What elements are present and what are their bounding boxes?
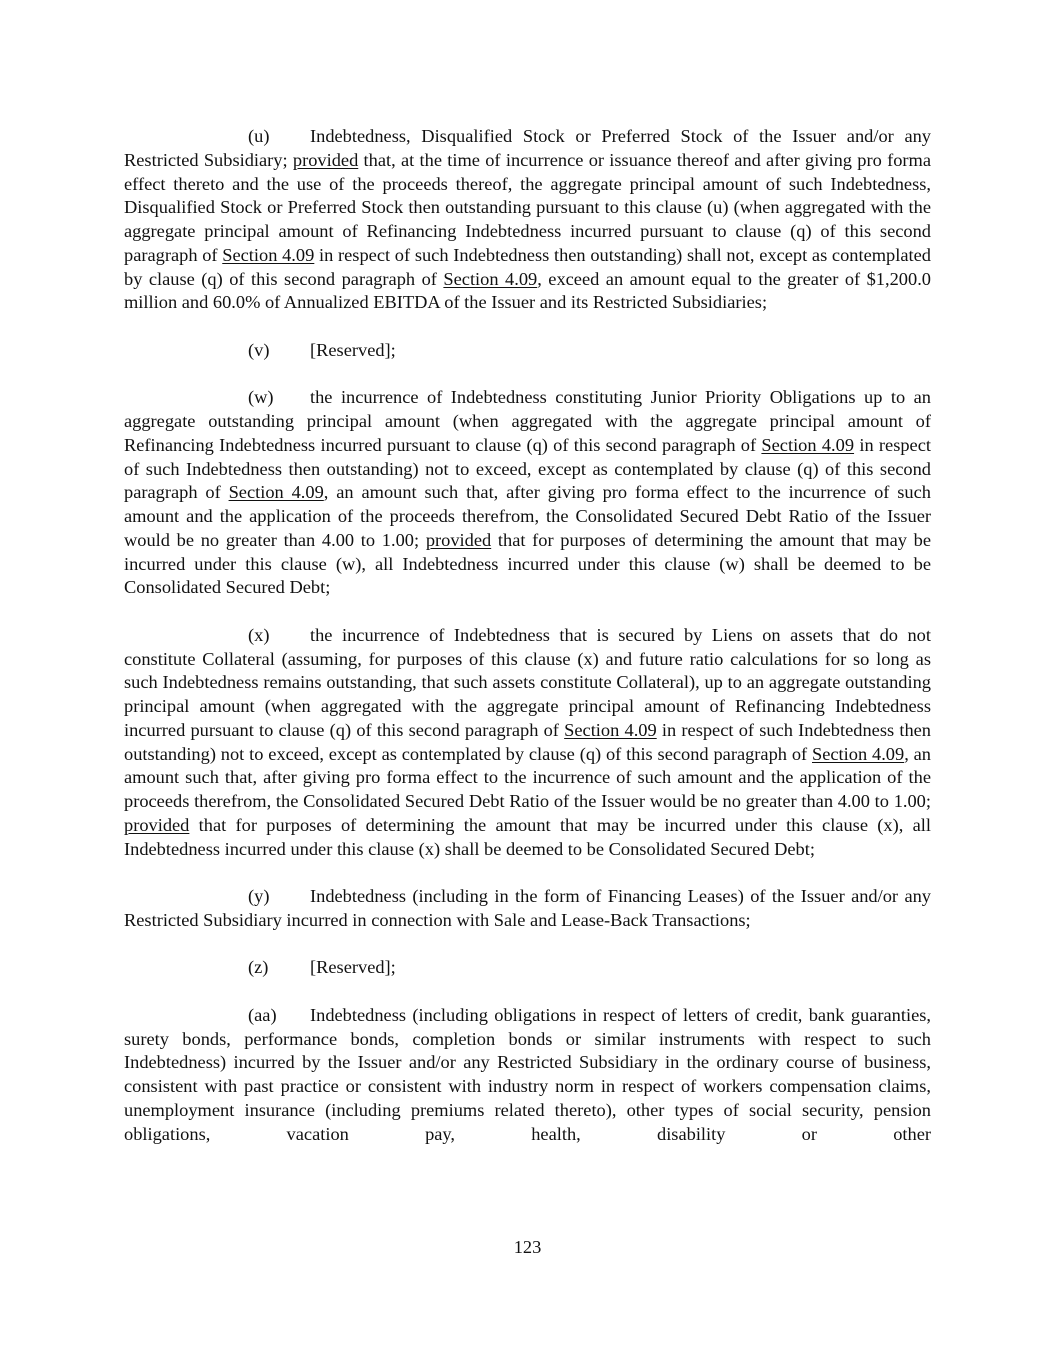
- clause-marker: (y): [248, 886, 270, 906]
- clause-marker: (aa): [248, 1004, 277, 1025]
- clause-text: the incurrence of Indebtedness that is secured by Liens on assets that do not constitute Collateral (assuming, for purposes of this clause (x) and future ratio calculations for so long as such Indebtedness remains outstanding, that such assets constitute Collateral), up to an aggregate outstanding principal amount (when aggregated with the aggregate principal amount of Refinancing Indebtedness incurred pursuant to clause (q) of this second paragraph of: [124, 624, 931, 740]
- clause-marker: (u): [248, 126, 270, 146]
- clause-text: Indebtedness, Disqualified Stock or Preferred Stock of the Issuer and/or any Restricted Subsidiary;: [124, 126, 931, 170]
- clause-paragraph: [124, 956, 931, 980]
- page-number: 123: [513, 1237, 542, 1257]
- clause-text: , an amount such that, after giving pro forma effect to the incurrence of such amount and the application of the proceeds therefrom, the Consolidated Secured Debt Ratio of the Issuer would be no greater than 4.00 to 1.00;: [124, 482, 931, 550]
- clause-marker: (x): [248, 624, 270, 645]
- cross-reference-term: Section 4.09: [222, 244, 315, 265]
- clause-text: [Reserved];: [310, 957, 396, 978]
- clause-marker: (z): [248, 957, 269, 978]
- cross-reference-term: Section 4.09: [761, 434, 855, 455]
- clause-paragraph: [124, 125, 931, 315]
- clause-text: in respect of such Indebtedness then outstanding) shall not, except as contemplated by clause (q) of this second paragraph of: [124, 244, 931, 289]
- clause-paragraph: [124, 885, 931, 933]
- cross-reference-term: provided: [292, 149, 359, 170]
- clause-text: that for purposes of determining the amount that may be incurred under this clause (x), all Indebtedness incurred under this clause (x) shall be deemed to be Consolidated Secured Debt;: [124, 814, 931, 859]
- clause-text: that for purposes of determining the amount that may be incurred under this clause (w), all Indebtedness incurred under this clause (w) shall be deemed to be Consolidated Secured Debt;: [124, 529, 931, 598]
- clause-paragraph: [124, 339, 931, 363]
- clause-text: Indebtedness (including obligations in respect of letters of credit, bank guaranties, surety bonds, performance bonds, completion bonds or similar instruments with respect to such Indebtedness) incurred by the Issuer and/or any Restricted Subsidiary in the ordinary course of business, consistent with past practice or consistent with industry norm in respect of workers compensation claims, unemployment insurance (including premiums related thereto), other types of social security, pension obligations, vacation pay, health, disability or other: [124, 1004, 931, 1144]
- cross-reference-term: Section 4.09: [564, 719, 657, 740]
- clause-text: [Reserved];: [310, 339, 396, 360]
- clause-text: Indebtedness (including in the form of Financing Leases) of the Issuer and/or any Restricted Subsidiary incurred in connection with Sale and Lease-Back Transactions;: [124, 886, 931, 930]
- cross-reference-term: provided: [425, 529, 492, 550]
- cross-reference-term: Section 4.09: [812, 743, 905, 764]
- clause-paragraph: [124, 1004, 931, 1147]
- clause-paragraph: [124, 624, 931, 862]
- clause-marker: (w): [248, 387, 274, 408]
- clause-paragraph: [124, 386, 931, 600]
- cross-reference-term: Section 4.09: [443, 268, 538, 289]
- cross-reference-term: provided: [124, 814, 190, 835]
- clause-text: the incurrence of Indebtedness constituting Junior Priority Obligations up to an aggregate outstanding principal amount (when aggregated with the aggregate principal amount of Refinancing Indebtedness incurred pursuant to clause (q) of this second paragraph of: [124, 387, 931, 455]
- clause-text: in respect of such Indebtedness then outstanding) not to exceed, except as contemplated by clause (q) of this second paragraph of: [124, 719, 932, 764]
- clause-marker: (v): [248, 339, 270, 360]
- clause-text: in respect of such Indebtedness then outstanding) not to exceed, except as contemplated by clause (q) of this second paragraph of: [124, 434, 931, 503]
- document-body: [124, 125, 931, 1146]
- clause-text: , an amount such that, after giving pro forma effect to the incurrence of such amount and the application of the proceeds therefrom, the Consolidated Secured Debt Ratio of the Issuer would be no greater than 4.00 to 1.00;: [124, 743, 932, 811]
- clause-text: that, at the time of incurrence or issuance thereof and after giving pro forma effect thereto and the use of the proceeds thereof, the aggregate principal amount of such Indebtedness, Disqualified Stock or Preferred Stock then outstanding pursuant to this clause (u) (when aggregated with the aggregate principal amount of Refinancing Indebtedness incurred pursuant to clause (q) of this second paragraph of: [124, 149, 931, 265]
- cross-reference-term: Section 4.09: [228, 482, 324, 503]
- clause-text: , exceed an amount equal to the greater of $1,200.0 million and 60.0% of Annualized EBITDA of the Issuer and its Restricted Subsidiaries;: [124, 268, 931, 313]
